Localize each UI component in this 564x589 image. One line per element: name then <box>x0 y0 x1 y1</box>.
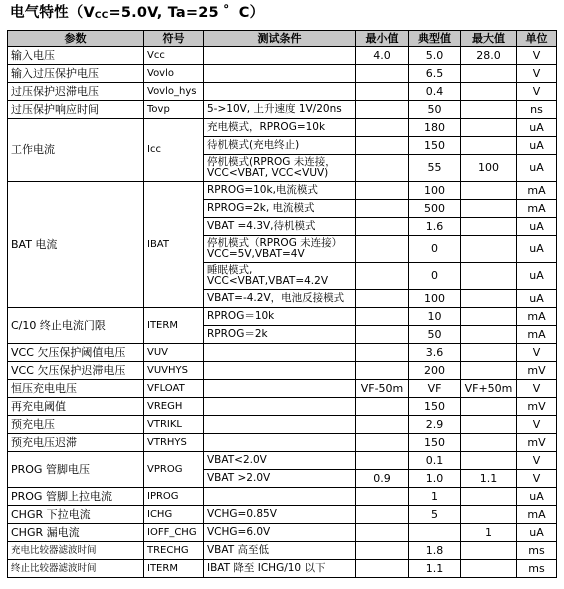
param-cell: 工作电流 <box>8 119 144 182</box>
max-cell <box>461 263 517 290</box>
typ-cell: 100 <box>409 182 461 200</box>
condition-cell <box>204 47 356 65</box>
param-cell: 预充电压迟滞 <box>8 434 144 452</box>
unit-cell: V <box>517 344 557 362</box>
condition-line: 睡眠模式, <box>207 263 253 276</box>
max-cell <box>461 434 517 452</box>
condition-cell <box>204 416 356 434</box>
param-cell: 过压保护迟滞电压 <box>8 83 144 101</box>
min-cell <box>356 119 409 137</box>
unit-cell: V <box>517 452 557 470</box>
table-row <box>8 362 557 380</box>
min-cell <box>356 83 409 101</box>
typ-cell: 0.1 <box>409 452 461 470</box>
typ-cell: 150 <box>409 398 461 416</box>
condition-cell <box>204 263 356 290</box>
min-cell <box>356 263 409 290</box>
symbol-cell: Vovlo_hys <box>144 83 204 101</box>
param-cell: BAT 电流 <box>8 182 144 308</box>
condition-cell <box>204 83 356 101</box>
typ-cell: 1.1 <box>409 560 461 578</box>
typ-cell: 0 <box>409 263 461 290</box>
unit-cell: uA <box>517 236 557 263</box>
min-cell <box>356 326 409 344</box>
symbol-cell: VFLOAT <box>144 380 204 398</box>
max-cell: 1 <box>461 524 517 542</box>
condition-cell <box>204 236 356 263</box>
max-cell: 100 <box>461 155 517 182</box>
min-cell: VF-50m <box>356 380 409 398</box>
min-cell: 4.0 <box>356 47 409 65</box>
condition-cell <box>204 434 356 452</box>
unit-cell: V <box>517 47 557 65</box>
typ-cell: 10 <box>409 308 461 326</box>
unit-cell: ms <box>517 542 557 560</box>
max-cell <box>461 398 517 416</box>
typ-cell: 0.4 <box>409 83 461 101</box>
condition-cell: RPROG=10k,电流模式 <box>204 182 356 200</box>
param-cell: PROG 管脚电压 <box>8 452 144 488</box>
symbol-cell: ITERM <box>144 308 204 344</box>
min-cell <box>356 434 409 452</box>
unit-cell: mA <box>517 506 557 524</box>
condition-cell: 5->10V, 上升速度 1V/20ns <box>204 101 356 119</box>
table-row <box>8 308 557 326</box>
param-cell: CHGR 漏电流 <box>8 524 144 542</box>
typ-cell: 150 <box>409 137 461 155</box>
min-cell <box>356 524 409 542</box>
condition-cell <box>204 155 356 182</box>
min-cell <box>356 137 409 155</box>
condition-cell: VBAT=-4.2V，电池反接模式 <box>204 290 356 308</box>
symbol-cell: VPROG <box>144 452 204 488</box>
unit-cell: V <box>517 65 557 83</box>
max-cell <box>461 326 517 344</box>
param-cell: 再充电阈值 <box>8 398 144 416</box>
unit-cell: ms <box>517 560 557 578</box>
table-row <box>8 65 557 83</box>
typ-cell: 3.6 <box>409 344 461 362</box>
param-cell: 终止比较器滤波时间 <box>8 560 144 578</box>
unit-cell: uA <box>517 488 557 506</box>
min-cell <box>356 182 409 200</box>
param-cell: C/10 终止电流门限 <box>8 308 144 344</box>
condition-cell: VBAT >2.0V <box>204 470 356 488</box>
min-cell <box>356 65 409 83</box>
param-cell: CHGR 下拉电流 <box>8 506 144 524</box>
max-cell <box>461 452 517 470</box>
typ-cell: 200 <box>409 362 461 380</box>
typ-cell: 5 <box>409 506 461 524</box>
unit-cell: uA <box>517 218 557 236</box>
condition-cell: RPROG＝2k <box>204 326 356 344</box>
max-cell <box>461 560 517 578</box>
condition-cell: VBAT<2.0V <box>204 452 356 470</box>
table-row <box>8 560 557 578</box>
max-cell: 1.1 <box>461 470 517 488</box>
unit-cell: mA <box>517 326 557 344</box>
condition-line: VCC<VBAT,VBAT=4.2V <box>207 275 328 287</box>
condition-cell: RPROG=2k, 电流模式 <box>204 200 356 218</box>
min-cell <box>356 506 409 524</box>
table-row <box>8 434 557 452</box>
header-max: 最大值 <box>461 31 517 47</box>
min-cell <box>356 344 409 362</box>
symbol-cell: Icc <box>144 119 204 182</box>
unit-cell: uA <box>517 524 557 542</box>
unit-cell: mV <box>517 398 557 416</box>
unit-cell: V <box>517 83 557 101</box>
max-cell <box>461 83 517 101</box>
max-cell <box>461 65 517 83</box>
condition-cell: VCHG=0.85V <box>204 506 356 524</box>
symbol-cell: VUVHYS <box>144 362 204 380</box>
min-cell <box>356 416 409 434</box>
typ-cell: 5.0 <box>409 47 461 65</box>
param-cell: 输入电压 <box>8 47 144 65</box>
symbol-cell: IOFF_CHG <box>144 524 204 542</box>
condition-line: 停机模式(RPROG 未连接， <box>207 155 336 168</box>
typ-cell: 55 <box>409 155 461 182</box>
max-cell <box>461 236 517 263</box>
unit-cell: mA <box>517 308 557 326</box>
table-row <box>8 47 557 65</box>
unit-cell: mA <box>517 182 557 200</box>
param-cell: 输入过压保护电压 <box>8 65 144 83</box>
symbol-cell: VREGH <box>144 398 204 416</box>
min-cell <box>356 488 409 506</box>
min-cell <box>356 155 409 182</box>
header-symbol: 符号 <box>144 31 204 47</box>
condition-cell: IBAT 降至 ICHG/10 以下 <box>204 560 356 578</box>
min-cell <box>356 101 409 119</box>
min-cell <box>356 290 409 308</box>
condition-cell: VCHG=6.0V <box>204 524 356 542</box>
max-cell <box>461 362 517 380</box>
typ-cell: 1.0 <box>409 470 461 488</box>
min-cell <box>356 308 409 326</box>
max-cell <box>461 506 517 524</box>
unit-cell: uA <box>517 119 557 137</box>
max-cell <box>461 182 517 200</box>
param-cell: 充电比较器滤波时间 <box>8 542 144 560</box>
unit-cell: V <box>517 380 557 398</box>
typ-cell: 0 <box>409 236 461 263</box>
max-cell <box>461 101 517 119</box>
unit-cell: uA <box>517 263 557 290</box>
param-cell: PROG 管脚上拉电流 <box>8 488 144 506</box>
header-param: 参数 <box>8 31 144 47</box>
condition-cell: 充电模式，RPROG=10k <box>204 119 356 137</box>
typ-cell: 2.9 <box>409 416 461 434</box>
typ-cell: 1 <box>409 488 461 506</box>
min-cell <box>356 452 409 470</box>
unit-cell: uA <box>517 155 557 182</box>
typ-cell: 50 <box>409 101 461 119</box>
table-row <box>8 452 557 470</box>
unit-cell: V <box>517 470 557 488</box>
max-cell <box>461 488 517 506</box>
max-cell <box>461 200 517 218</box>
typ-cell: 1.8 <box>409 542 461 560</box>
max-cell <box>461 218 517 236</box>
table-row <box>8 83 557 101</box>
typ-cell: 180 <box>409 119 461 137</box>
header-condition: 测试条件 <box>204 31 356 47</box>
min-cell <box>356 398 409 416</box>
header-min: 最小值 <box>356 31 409 47</box>
max-cell: 28.0 <box>461 47 517 65</box>
symbol-cell: Vovlo <box>144 65 204 83</box>
electrical-characteristics-table <box>7 30 557 578</box>
table-row <box>8 101 557 119</box>
unit-cell: mA <box>517 200 557 218</box>
symbol-cell: VTRIKL <box>144 416 204 434</box>
symbol-cell: VUV <box>144 344 204 362</box>
table-row <box>8 416 557 434</box>
param-cell: 预充电压 <box>8 416 144 434</box>
table-row <box>8 524 557 542</box>
max-cell <box>461 119 517 137</box>
param-cell: 恒压充电电压 <box>8 380 144 398</box>
unit-cell: uA <box>517 290 557 308</box>
max-cell <box>461 308 517 326</box>
min-cell <box>356 218 409 236</box>
symbol-cell: Vcc <box>144 47 204 65</box>
condition-line: VCC=5V,VBAT=4V <box>207 248 305 260</box>
min-cell: 0.9 <box>356 470 409 488</box>
typ-cell: 6.5 <box>409 65 461 83</box>
table-row <box>8 488 557 506</box>
symbol-cell: IPROG <box>144 488 204 506</box>
param-cell: VCC 欠压保护阈值电压 <box>8 344 144 362</box>
symbol-cell: Tovp <box>144 101 204 119</box>
condition-cell: VBAT =4.3V,待机模式 <box>204 218 356 236</box>
param-cell: 过压保护响应时间 <box>8 101 144 119</box>
table-header-row <box>8 31 557 47</box>
param-cell: VCC 欠压保护迟滞电压 <box>8 362 144 380</box>
typ-cell <box>409 524 461 542</box>
table-row <box>8 380 557 398</box>
typ-cell: 500 <box>409 200 461 218</box>
condition-cell <box>204 344 356 362</box>
max-cell <box>461 416 517 434</box>
symbol-cell: IBAT <box>144 182 204 308</box>
condition-cell <box>204 362 356 380</box>
table-row <box>8 182 557 200</box>
condition-cell: RPROG＝10k <box>204 308 356 326</box>
header-typ: 典型值 <box>409 31 461 47</box>
unit-cell: ns <box>517 101 557 119</box>
min-cell <box>356 236 409 263</box>
page-title: 电气特性（$V_{CC}=5.0V$, Ta=25 ゜C） <box>10 5 265 21</box>
typ-cell: 150 <box>409 434 461 452</box>
table-row <box>8 119 557 137</box>
table-row <box>8 398 557 416</box>
max-cell <box>461 542 517 560</box>
header-unit: 单位 <box>517 31 557 47</box>
condition-cell <box>204 380 356 398</box>
condition-cell <box>204 65 356 83</box>
min-cell <box>356 560 409 578</box>
unit-cell: mV <box>517 362 557 380</box>
min-cell <box>356 362 409 380</box>
unit-cell: uA <box>517 137 557 155</box>
min-cell <box>356 542 409 560</box>
condition-cell <box>204 488 356 506</box>
max-cell <box>461 137 517 155</box>
condition-line: 停机模式（RPROG 未连接） <box>207 236 343 249</box>
condition-line: VCC<VBAT, VCC<VUV) <box>207 167 329 179</box>
min-cell <box>356 200 409 218</box>
symbol-cell: VTRHYS <box>144 434 204 452</box>
table-row <box>8 506 557 524</box>
table-row <box>8 344 557 362</box>
condition-cell: 待机模式(充电终止) <box>204 137 356 155</box>
typ-cell: 100 <box>409 290 461 308</box>
max-cell: VF+50m <box>461 380 517 398</box>
unit-cell: V <box>517 416 557 434</box>
symbol-cell: ITERM <box>144 560 204 578</box>
symbol-cell: TRECHG <box>144 542 204 560</box>
typ-cell: 50 <box>409 326 461 344</box>
condition-cell: VBAT 高至低 <box>204 542 356 560</box>
max-cell <box>461 290 517 308</box>
unit-cell: mV <box>517 434 557 452</box>
table-row <box>8 542 557 560</box>
typ-cell: 1.6 <box>409 218 461 236</box>
condition-cell <box>204 398 356 416</box>
max-cell <box>461 344 517 362</box>
typ-cell: VF <box>409 380 461 398</box>
symbol-cell: ICHG <box>144 506 204 524</box>
